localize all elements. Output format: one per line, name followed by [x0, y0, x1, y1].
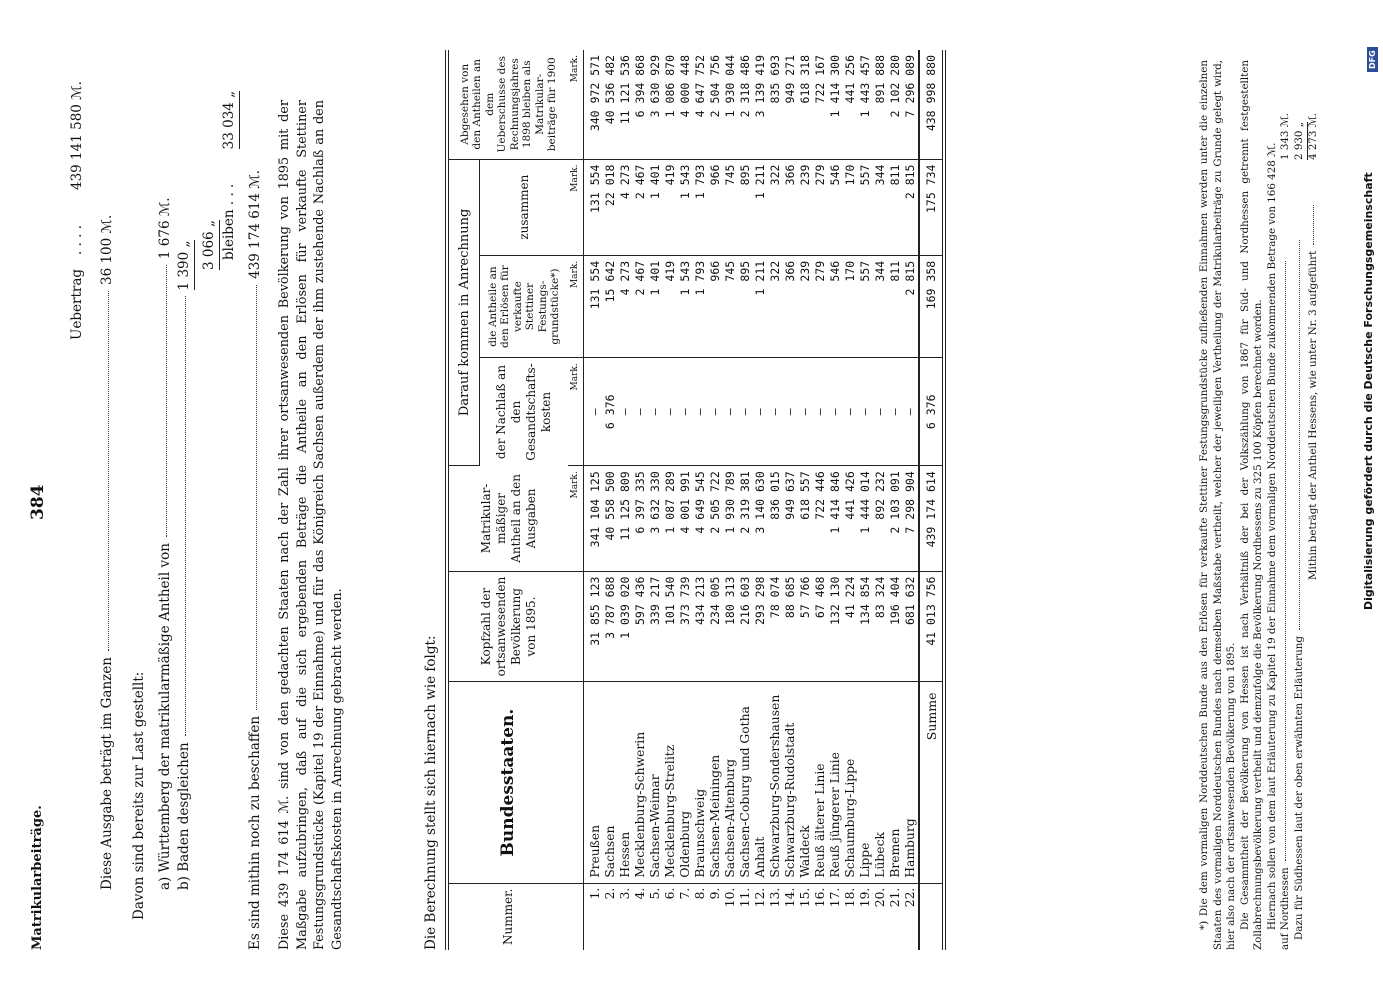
- kopfzahl-cell: 434 213: [693, 571, 708, 682]
- nachlass-cell: 6 376: [603, 358, 618, 466]
- header-staaten: Bundesstaaten.: [447, 682, 568, 883]
- bleiben-cell: 4 647 752: [693, 50, 708, 159]
- antheil-cell: 1 087 289: [663, 466, 678, 571]
- erloes-cell: 419: [663, 255, 678, 357]
- mark-unit: Mark.: [568, 50, 584, 159]
- antheil-cell: 4 649 545: [693, 466, 708, 571]
- nachlass-cell: —: [828, 358, 843, 466]
- sum-label: Summe: [919, 682, 944, 883]
- row-number: 15.: [798, 887, 812, 908]
- bleiben-cell: 4 000 448: [678, 50, 693, 159]
- antheil-cell: 892 232: [873, 466, 888, 571]
- zusammen-cell: 2 815: [903, 159, 919, 255]
- row-number: 13.: [768, 887, 782, 908]
- table-row: [618, 50, 633, 950]
- zusammen-cell: 419: [663, 159, 678, 255]
- zusammen-cell: 22 018: [603, 159, 618, 255]
- nachlass-cell: —: [768, 358, 783, 466]
- erloes-cell: 366: [783, 255, 798, 357]
- state-name: Reuß jüngerer Linie: [828, 682, 843, 883]
- table-row: [678, 50, 693, 950]
- row-number: 21.: [888, 887, 902, 908]
- item-a: a) Württemberg der matrikularmäßige Antheil von1 676 ℳ.: [157, 197, 173, 890]
- sum-antheil: 439 174 614: [919, 466, 944, 571]
- nachlass-cell: —: [753, 358, 768, 466]
- erloes-cell: 1 401: [648, 255, 663, 357]
- state-name: Bremen: [888, 682, 903, 883]
- bleiben-cell: 835 693: [768, 50, 783, 159]
- table-row: [873, 50, 888, 950]
- kopfzahl-cell: 83 324: [873, 571, 888, 682]
- zusammen-cell: 745: [723, 159, 738, 255]
- state-name: Sachsen-Coburg und Gotha: [738, 682, 753, 883]
- kopfzahl-cell: 234 005: [708, 571, 723, 682]
- zusammen-cell: 4 273: [618, 159, 633, 255]
- erloes-cell: 811: [888, 255, 903, 357]
- mark-unit: Mark.: [568, 358, 584, 466]
- row-number: 16.: [813, 887, 827, 908]
- kopfzahl-cell: 31 855 123: [584, 571, 604, 682]
- nachlass-cell: —: [813, 358, 828, 466]
- row-number: 2.: [603, 887, 617, 900]
- state-name: Waldeck: [798, 682, 813, 883]
- header-zusammen: zusammen: [480, 159, 569, 255]
- state-name: Schaumburg-Lippe: [843, 682, 858, 883]
- table-row: [663, 50, 678, 950]
- table-row: [603, 50, 618, 950]
- nachlass-cell: —: [843, 358, 858, 466]
- bleiben-cell: 1 443 457: [858, 50, 873, 159]
- nachlass-cell: —: [798, 358, 813, 466]
- zusammen-cell: 557: [858, 159, 873, 255]
- sum-zusammen: 175 734: [919, 159, 944, 255]
- antheil-cell: 1 444 014: [858, 466, 873, 571]
- row-number: 1.: [588, 887, 602, 900]
- dfg-logo: DFG: [1360, 47, 1379, 72]
- zusammen-cell: 239: [798, 159, 813, 255]
- erloes-cell: 745: [723, 255, 738, 357]
- mark-unit: Mark.: [568, 159, 584, 255]
- table-row: [648, 50, 663, 950]
- antheil-cell: 40 558 500: [603, 466, 618, 571]
- bleiben-cell: 2 318 486: [738, 50, 753, 159]
- zusammen-cell: 2 467: [633, 159, 648, 255]
- bleiben-cell: 1 086 870: [663, 50, 678, 159]
- row-number: 3.: [618, 887, 632, 900]
- kopfzahl-cell: 373 739: [678, 571, 693, 682]
- row-number: 5.: [648, 887, 662, 900]
- antheil-cell: 2 319 381: [738, 466, 753, 571]
- state-name: Lübeck: [873, 682, 888, 883]
- row-number: 18.: [843, 887, 857, 908]
- table-row: [858, 50, 873, 950]
- dfg-credit: Digitalisierung gefördert durch die Deutsche Forschungsgemeinschaft: [1362, 172, 1375, 610]
- erloes-cell: 15 642: [603, 255, 618, 357]
- table-row: [798, 50, 813, 950]
- mark-unit: Mark.: [568, 255, 584, 357]
- zusammen-cell: 895: [738, 159, 753, 255]
- bleiben-line: bleiben . . . 33 034 „: [220, 91, 240, 260]
- table-row: [753, 50, 768, 950]
- table-row: [584, 50, 604, 950]
- kopfzahl-cell: 88 685: [783, 571, 798, 682]
- table-row: [783, 50, 798, 950]
- bleiben-cell: 1 414 300: [828, 50, 843, 159]
- zusammen-cell: 811: [888, 159, 903, 255]
- nachlass-cell: —: [663, 358, 678, 466]
- erloes-cell: 344: [873, 255, 888, 357]
- state-name: Anhalt: [753, 682, 768, 883]
- antheil-cell: 7 298 904: [903, 466, 919, 571]
- table-row: [813, 50, 828, 950]
- antheil-cell: 949 637: [783, 466, 798, 571]
- row-number: 4.: [633, 887, 647, 900]
- erloes-cell: 131 554: [584, 255, 604, 357]
- bleiben-cell: 2 504 756: [708, 50, 723, 159]
- row-number: 9.: [708, 887, 722, 900]
- bleiben-cell: 891 888: [873, 50, 888, 159]
- zusammen-cell: 322: [768, 159, 783, 255]
- zusammen-cell: 366: [783, 159, 798, 255]
- erloes-cell: 557: [858, 255, 873, 357]
- kopfzahl-cell: 78 074: [768, 571, 783, 682]
- header-abgesehen: Abgesehen von den Antheilen an dem Ueberschusse des Rechnungsjahres 1898 bleiben als Matrikular-beiträge für 1900: [447, 50, 568, 159]
- zusammen-cell: 1 401: [648, 159, 663, 255]
- row-number: 7.: [678, 887, 692, 900]
- sum-bleiben: 438 998 880: [919, 50, 944, 159]
- header-erloese: die Antheile an den Erlösen für verkaufte Stettiner Festungs-grundstücke*): [480, 255, 569, 357]
- table-row: [708, 50, 723, 950]
- antheil-cell: 6 397 335: [633, 466, 648, 571]
- row-number: 11.: [738, 887, 752, 908]
- nachlass-cell: —: [693, 358, 708, 466]
- bleiben-cell: 441 256: [843, 50, 858, 159]
- antheil-cell: 2 505 722: [708, 466, 723, 571]
- row-number: 10.: [723, 887, 737, 908]
- footnote: [1198, 60, 1321, 950]
- bleiben-cell: 618 318: [798, 50, 813, 159]
- table-intro: Die Berechnung stellt sich hiernach wie folgt:: [423, 635, 439, 950]
- row-number: 22.: [903, 887, 917, 908]
- sum-erloes: 169 358: [919, 255, 944, 357]
- zusammen-cell: 1 543: [678, 159, 693, 255]
- table-row: [723, 50, 738, 950]
- nachlass-cell: —: [903, 358, 919, 466]
- sub-total: 3 066 „: [200, 220, 220, 270]
- mark-unit: Mark.: [568, 466, 584, 571]
- footnote-text-2: Die Gesammtheit der Bevölkerung von Hessen ist nach Verhältniß der bei der Volkszählung von 1867 für Süd- und Nordhessen getrennt festgestellten Zollabrechnungsbevölkerung vertheilt und demzufolge die Bevölkerung Nordhessens zu 325 100 Köpfen berechnet worden.: [1238, 60, 1264, 950]
- row-number: 20.: [873, 887, 887, 908]
- zusammen-cell: 1 793: [693, 159, 708, 255]
- state-name: Lippe: [858, 682, 873, 883]
- nachlass-cell: —: [648, 358, 663, 466]
- state-name: Mecklenburg-Schwerin: [633, 682, 648, 883]
- nachlass-cell: —: [873, 358, 888, 466]
- table-row: [633, 50, 648, 950]
- table-row: [693, 50, 708, 950]
- footnote-text-1: *) Die dem vormaligen Norddeutschen Bunde aus den Erlösen für verkaufte Stettiner Festungsgrundstücke zufließenden Einnahmen werden unter die einzelnen Staaten des vormaligen Norddeutschen Bundes nach demselben Maßstabe vertheilt, welcher der jeweiligen Vertheilung der Matrikularbeiträge zu Grunde gelegt wird, hier also nach der ortsanwesenden Bevölkerung von 1895.: [1198, 60, 1237, 950]
- table-row: [738, 50, 753, 950]
- zusammen-cell: 966: [708, 159, 723, 255]
- table-row: [888, 50, 903, 950]
- sum-row: [919, 50, 944, 950]
- state-name: Hamburg: [903, 682, 919, 883]
- kopfzahl-cell: 216 603: [738, 571, 753, 682]
- bleiben-cell: 3 139 419: [753, 50, 768, 159]
- footnote-line-b: Dazu für Südhessen laut der oben erwähnten Erläuterung 2 930 „: [1293, 60, 1307, 950]
- antheil-cell: 1 930 789: [723, 466, 738, 571]
- state-name: Sachsen-Weimar: [648, 682, 663, 883]
- erloes-cell: 4 273: [618, 255, 633, 357]
- antheil-cell: 836 015: [768, 466, 783, 571]
- antheil-cell: 441 426: [843, 466, 858, 571]
- contributions-table: [445, 50, 946, 950]
- kopfzahl-cell: 67 468: [813, 571, 828, 682]
- zusammen-cell: 279: [813, 159, 828, 255]
- beschaffen-line: Es sind mithin noch zu beschaffen439 174 614 ℳ.: [247, 169, 263, 950]
- antheil-cell: 1 414 846: [828, 466, 843, 571]
- nachlass-cell: —: [858, 358, 873, 466]
- table-row: [828, 50, 843, 950]
- header-kopfzahl: Kopfzahl der ortsanwesenden Bevölkerung von 1895.: [447, 571, 568, 682]
- antheil-cell: 4 001 991: [678, 466, 693, 571]
- row-number: 19.: [858, 887, 872, 908]
- kopfzahl-cell: 196 404: [888, 571, 903, 682]
- state-name: Reuß älterer Linie: [813, 682, 828, 883]
- kopfzahl-cell: 681 632: [903, 571, 919, 682]
- erloes-cell: 546: [828, 255, 843, 357]
- ausgabe-line: Diese Ausgabe beträgt im Ganzen36 100 ℳ.: [99, 214, 115, 890]
- item-b: b) Baden desgleichen1 390 „: [175, 241, 195, 891]
- row-number: 17.: [828, 887, 842, 908]
- sum-nachlass: 6 376: [919, 358, 944, 466]
- row-number: 8.: [693, 887, 707, 900]
- antheil-cell: 722 446: [813, 466, 828, 571]
- table-row: [843, 50, 858, 950]
- row-number: 12.: [753, 887, 767, 908]
- footnote-text-3: Hiernach sollen von dem laut Erläuterung zu Kapitel 19 der Einnahme dem vormaligen Norddeutschen Bunde zukommenden Betrage von 166 428 ℳ.: [1265, 142, 1278, 930]
- bleiben-cell: 2 102 280: [888, 50, 903, 159]
- state-name: Oldenburg: [678, 682, 693, 883]
- erloes-cell: 895: [738, 255, 753, 357]
- kopfzahl-cell: 132 130: [828, 571, 843, 682]
- explanation-paragraph: Diese 439 174 614 ℳ. sind von den gedachten Staaten nach der Zahl ihrer ortsanwesenden Bevölkerung von 1895 mit der Maßgabe aufzubringen, daß auf die sich ergebenden Beträge die Antheile an den Erlösen für verkaufte Stettiner Festungsgrundstücke (Kapitel 19 der Einnahme) und für das Königreich Sachsen außerdem der ihm zustehende Nachlaß an den Gesandtschaftskosten in Anrechnung gebracht werden.: [277, 100, 345, 950]
- row-number: 14.: [783, 887, 797, 908]
- header-group: Darauf kommen in Anrechnung: [447, 159, 480, 466]
- nachlass-cell: —: [584, 358, 604, 466]
- nachlass-cell: —: [738, 358, 753, 466]
- kopfzahl-cell: 293 298: [753, 571, 768, 682]
- state-name: Hessen: [618, 682, 633, 883]
- bleiben-cell: 6 394 868: [633, 50, 648, 159]
- zusammen-cell: 170: [843, 159, 858, 255]
- erloes-cell: 322: [768, 255, 783, 357]
- erloes-cell: 170: [843, 255, 858, 357]
- state-name: Schwarzburg-Rudolstadt: [783, 682, 798, 883]
- state-name: Schwarzburg-Sondershausen: [768, 682, 783, 883]
- nachlass-cell: —: [723, 358, 738, 466]
- state-name: Preußen: [584, 682, 604, 883]
- erloes-cell: 279: [813, 255, 828, 357]
- state-name: Braunschweig: [693, 682, 708, 883]
- zusammen-cell: 546: [828, 159, 843, 255]
- kopfzahl-cell: 134 854: [858, 571, 873, 682]
- footnote-line-a: auf Nordhessen 1 343 ℳ.: [1279, 112, 1291, 950]
- kopfzahl-cell: 101 540: [663, 571, 678, 682]
- antheil-cell: 11 125 809: [618, 466, 633, 571]
- bleiben-cell: 3 630 929: [648, 50, 663, 159]
- kopfzahl-cell: 597 436: [633, 571, 648, 682]
- erloes-cell: 2 815: [903, 255, 919, 357]
- erloes-cell: 966: [708, 255, 723, 357]
- bleiben-cell: 7 296 089: [903, 50, 919, 159]
- table-row: [903, 50, 919, 950]
- nachlass-cell: —: [633, 358, 648, 466]
- antheil-cell: 618 557: [798, 466, 813, 571]
- nachlass-cell: —: [783, 358, 798, 466]
- nachlass-cell: —: [618, 358, 633, 466]
- table-body: [584, 50, 920, 950]
- bleiben-cell: 722 167: [813, 50, 828, 159]
- last-line: Davon sind bereits zur Last gestellt:: [131, 671, 147, 920]
- antheil-cell: 3 632 330: [648, 466, 663, 571]
- state-name: Sachsen-Altenburg: [723, 682, 738, 883]
- nachlass-cell: —: [708, 358, 723, 466]
- row-number: 6.: [663, 887, 677, 900]
- kopfzahl-cell: 1 039 020: [618, 571, 633, 682]
- nachlass-cell: —: [888, 358, 903, 466]
- header-nummer: Nummer.: [447, 883, 568, 950]
- antheil-cell: 341 104 125: [584, 466, 604, 571]
- state-name: Mecklenburg-Strelitz: [663, 682, 678, 883]
- erloes-cell: 1 793: [693, 255, 708, 357]
- bleiben-cell: 340 972 571: [584, 50, 604, 159]
- kopfzahl-cell: 3 787 688: [603, 571, 618, 682]
- antheil-cell: 3 140 630: [753, 466, 768, 571]
- state-name: Sachsen: [603, 682, 618, 883]
- erloes-cell: 239: [798, 255, 813, 357]
- kopfzahl-cell: 180 313: [723, 571, 738, 682]
- erloes-cell: 1 211: [753, 255, 768, 357]
- kopfzahl-cell: 339 217: [648, 571, 663, 682]
- sum-kopf: 41 013 756: [919, 571, 944, 682]
- nachlass-cell: —: [678, 358, 693, 466]
- zusammen-cell: 1 211: [753, 159, 768, 255]
- table-row: [768, 50, 783, 950]
- header-nachlass: der Nachlaß an den Gesandtschafts-kosten: [494, 363, 553, 461]
- kopfzahl-cell: 57 766: [798, 571, 813, 682]
- footnote-line-c: Mithin beträgt der Antheil Hessens, wie unter Nr. 3 aufgeführt 4 273 ℳ.: [1307, 112, 1319, 580]
- erloes-cell: 2 467: [633, 255, 648, 357]
- running-header: Matrikularbeiträge.: [30, 805, 45, 950]
- bleiben-cell: 11 121 536: [618, 50, 633, 159]
- header-antheil: Matrikular-mäßiger Antheil an den Ausgaben: [447, 466, 568, 571]
- state-name: Sachsen-Meiningen: [708, 682, 723, 883]
- bleiben-cell: 1 930 044: [723, 50, 738, 159]
- zusammen-cell: 344: [873, 159, 888, 255]
- document-page: Matrikularbeiträge. 384 Uebertrag . . . . 439 141 580 ℳ. Diese Ausgabe beträgt im Ganzen36 100 ℳ. Davon sind bereits zur Last gestellt: a) Württemberg der matrikularmäßige Antheil von1 676 ℳ. b) Baden desgleichen1 390 „ 3 066 „ bleiben . . . 33 034 „ Es sind mithin noch zu beschaffen439 174 614 ℳ. Diese 439 174 614 ℳ. sind von den gedachten Staaten nach der Zahl ihrer ortsanwesenden Bevölkerung von 1895 mit der Maßgabe aufzubringen, daß auf die sich ergebenden Beträge die Antheile an den Erlösen für verkaufte Stettiner Festungsgrundstücke (Kapitel 19 der Einnahme) und für das Königreich Sachsen außerdem der ihm zustehende Nachlaß an den Gesandtschaftskosten in Anrechnung gebracht werden. Die Berechnung stellt sich hiernach wie folgt: Nummer. Bundesstaaten. Kopfzahl der ortsanwesenden Bevölkerung von 1895. Matrikular-mäßiger Antheil an den Ausgaben Darauf kommen in Anrechnung Abgesehen von den Antheilen an dem Ueberschusse des Rechnungsjahres 1898 bleiben als Matrikular-beiträge für 1900 der Nachlaß an den Gesandtschafts-kosten die Antheile an den Erlösen für verkaufte Stettiner Festungs-grundstücke*) zusammen Mark. Mark. Mark. Mark. Mark. 1. Preußen 31 855 123 341 104 125 — 131 554 131 554 340 972 571 2. Sachsen 3 787 688 40 558 500 6 376 15 642 22 018 40 536 482 3. Hessen 1 039 020 11 125 809 — 4 273 4 273 11 121 536 4. Mecklenburg-Schwerin 597 436 6 397 335 — 2 467 2 467 6 394 868 5. Sachsen-Weimar 339 217 3 632 330 — 1 401 1 401 3 630 929 6. Mecklenburg-Strelitz 101 540 1 087 289 — 419 419 1 086 870 7. Oldenburg 373 739 4 001 991 — 1 543 1 543 4 000 448 8. Braunschweig 434 213 4 649 545 — 1 793 1 793 4 647 752 9. Sachsen-Meiningen 234 005 2 505 722 — 966 966 2 504 756 10. Sachsen-Altenburg 180 313 1 930 789 — 745 745 1 930 044 11. Sachsen-Coburg und Gotha 216 603 2 319 381 — 895 895 2 318 486 12. Anhalt 293 298 3 140 630 — 1 211 1 211 3 139 419 13. Schwarzburg-Sondershausen 78 074 836 015 — 322 322 835 693 14. Schwarzburg-Rudolstadt 88 685 949 637 — 366 366 949 271 15. Waldeck 57 766 618 557 — 239 239 618 318 16. Reuß älterer Linie 67 468 722 446 — 279 279 722 167 17. Reuß jüngerer Linie 132 130 1 414 846 — 546 546 1 414 300 18. Schaumburg-Lippe 41 224 441 426 — 170 170 441 256 19. Lippe 134 854 1 444 014 — 557 557 1 443 457 20. Lübeck 83 324 892 232 — 344 344 891 888 21. Bremen 196 404 2 103 091 — 811 811 2 102 280 22. Hamburg 681 632 7 298 904 — 2 815 2 815 7 296 089 Summe 41 013 756 439 174 614 6 376 169 358 175 734 438 998 880 *) Die dem vormaligen Norddeutschen Bunde aus den Erlösen für verkaufte Stettiner Festungsgrundstücke zufließenden Einnahmen werden unter die einzelnen Staaten des vormaligen Norddeutschen Bundes nach demselben Maßstabe vertheilt, welcher der jeweiligen Vertheilung der Matrikularbeiträge zu Grunde gelegt wird, hier also nach der ortsanwesenden Bevölkerung von 1895. Die Gesammtheit der Bevölkerung von Hessen ist nach Verhältniß der bei der Volkszählung von 1867 für Süd- und Nordhessen getrennt festgestellten Zollabrechnungsbevölkerung vertheilt und demzufolge die Bevölkerung Nordhessens zu 325 100 Köpfen berechnet worden. Hiernach sollen von dem laut Erläuterung zu Kapitel 19 der Einnahme dem vormaligen Norddeutschen Bunde zukommenden Betrage von 166 428 ℳ. auf Nordhessen 1 343 ℳ. Dazu für Südhessen laut der oben erwähnten Erläuterung 2 930 „ Mithin beträgt der Antheil Hessens, wie unter Nr. 3 aufgeführt 4 273 ℳ.: [30, 50, 1350, 950]
- antheil-cell: 2 103 091: [888, 466, 903, 571]
- zusammen-cell: 131 554: [584, 159, 604, 255]
- bleiben-cell: 949 271: [783, 50, 798, 159]
- erloes-cell: 1 543: [678, 255, 693, 357]
- page-number: 384: [28, 484, 48, 520]
- bleiben-cell: 40 536 482: [603, 50, 618, 159]
- kopfzahl-cell: 41 224: [843, 571, 858, 682]
